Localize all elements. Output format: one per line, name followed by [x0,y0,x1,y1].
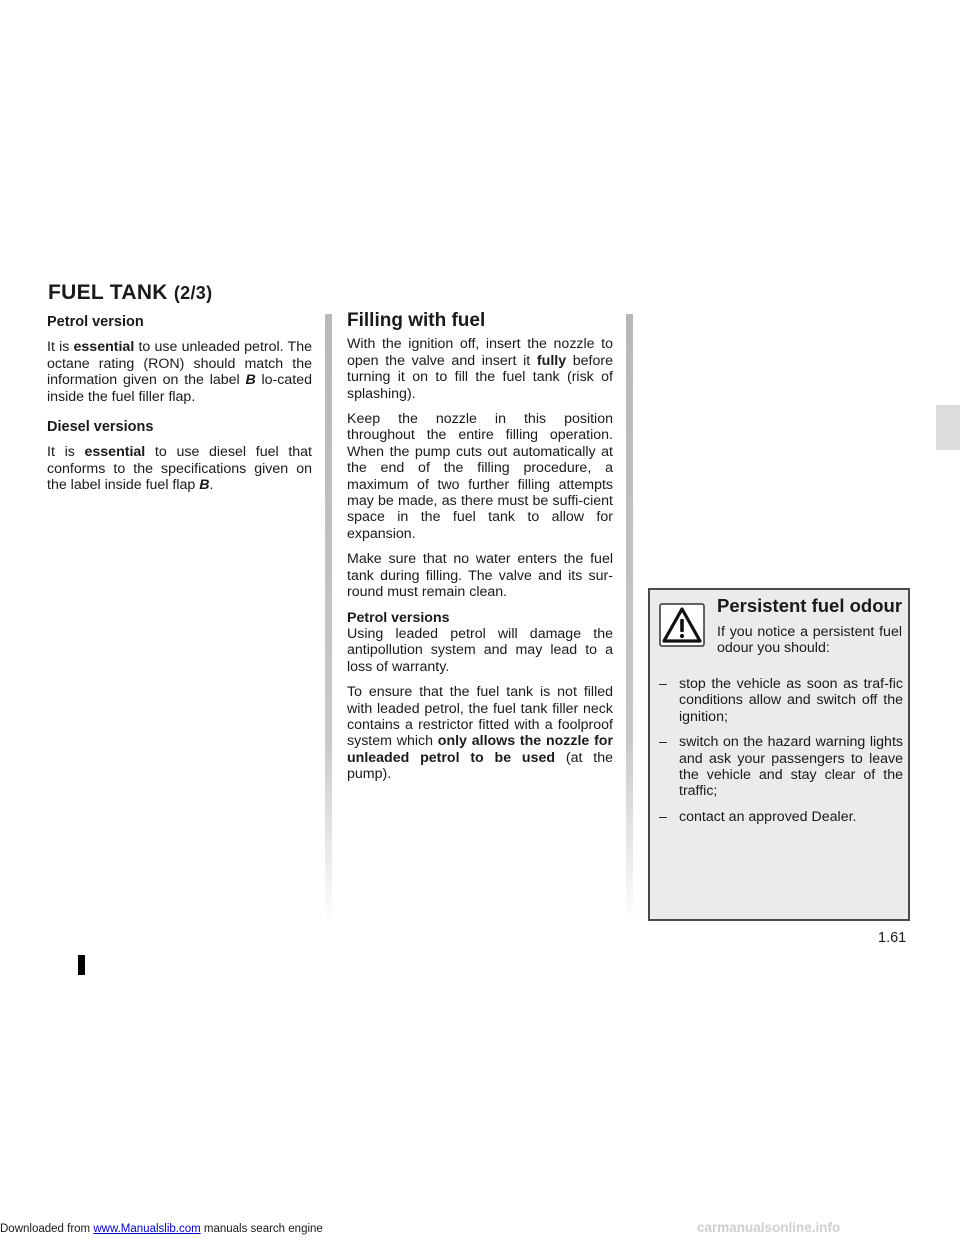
page-number: 1.61 [878,930,907,946]
footer-suffix: manuals search engine [200,1223,323,1235]
warning-triangle-icon [659,603,705,647]
footer-prefix: Downloaded from [0,1223,94,1235]
warning-intro: If you notice a persistent fuel odour you should: [717,624,902,657]
page-title [48,281,212,305]
manualslib-link[interactable]: www.Manualslib.com [93,1223,201,1235]
column-divider-left [325,314,332,924]
filling-para-2: Keep the nozzle in this position throughout the entire filling operation. When the pump cuts out automatically at the end of the filling procedure, a maximum of two further filling attempts may be made, as there must be suffi-cient space in the fuel tank to allow for expansion. [347,411,613,542]
petrol-version-text: It is essential to use unleaded petrol. The octane rating (RON) should match the information given on the label B lo-cated inside the fuel filler flap. [47,339,312,405]
diesel-versions-heading: Diesel versions [47,419,154,436]
fuel-type-column [47,314,312,503]
diesel-versions-text: It is essential to use diesel fuel that conforms to the specifications given on the label inside fuel flap B. [47,444,313,494]
warning-title: Persistent fuel odour [717,595,903,616]
filling-para-4: Petrol versions Using leaded petrol will damage the antipollution system and may lead to a loss of warranty. [347,609,613,675]
watermark: carmanualsonline.info [697,1220,841,1235]
warning-item: – stop the vehicle as soon as traf-fic conditions allow and switch off the ignition; [659,676,903,725]
page-marker [78,955,85,975]
filling-heading: Filling with fuel [347,310,486,331]
filling-para-1: With the ignition off, insert the nozzle to open the valve and insert it fully before turning it on to fill the fuel tank (risk of splashing). [347,336,613,402]
column-divider-right [626,314,633,924]
persistent-fuel-odour-warning [648,588,910,921]
petrol-versions-subheading: Petrol versions [347,609,450,626]
title-main: FUEL TANK [48,281,168,304]
filling-para-5: To ensure that the fuel tank is not filled with leaded petrol, the fuel tank filler neck contains a restrictor fitted with a foolproof system which only allows the nozzle for unleaded petrol to be used (at the pump). [347,684,613,783]
filling-para-3: Make sure that no water enters the fuel tank during filling. The valve and its sur-round must remain clean. [347,551,613,601]
petrol-version-heading: Petrol version [47,314,144,330]
warning-item: – contact an approved Dealer. [659,808,857,825]
warning-item: – switch on the hazard warning lights and ask your passengers to leave the vehicle and stay clear of the traffic; [659,734,903,800]
title-part: (2/3) [173,283,213,303]
filling-column [347,310,613,792]
section-tab [936,405,960,450]
download-footer [0,1223,323,1235]
warning-list [659,676,903,834]
